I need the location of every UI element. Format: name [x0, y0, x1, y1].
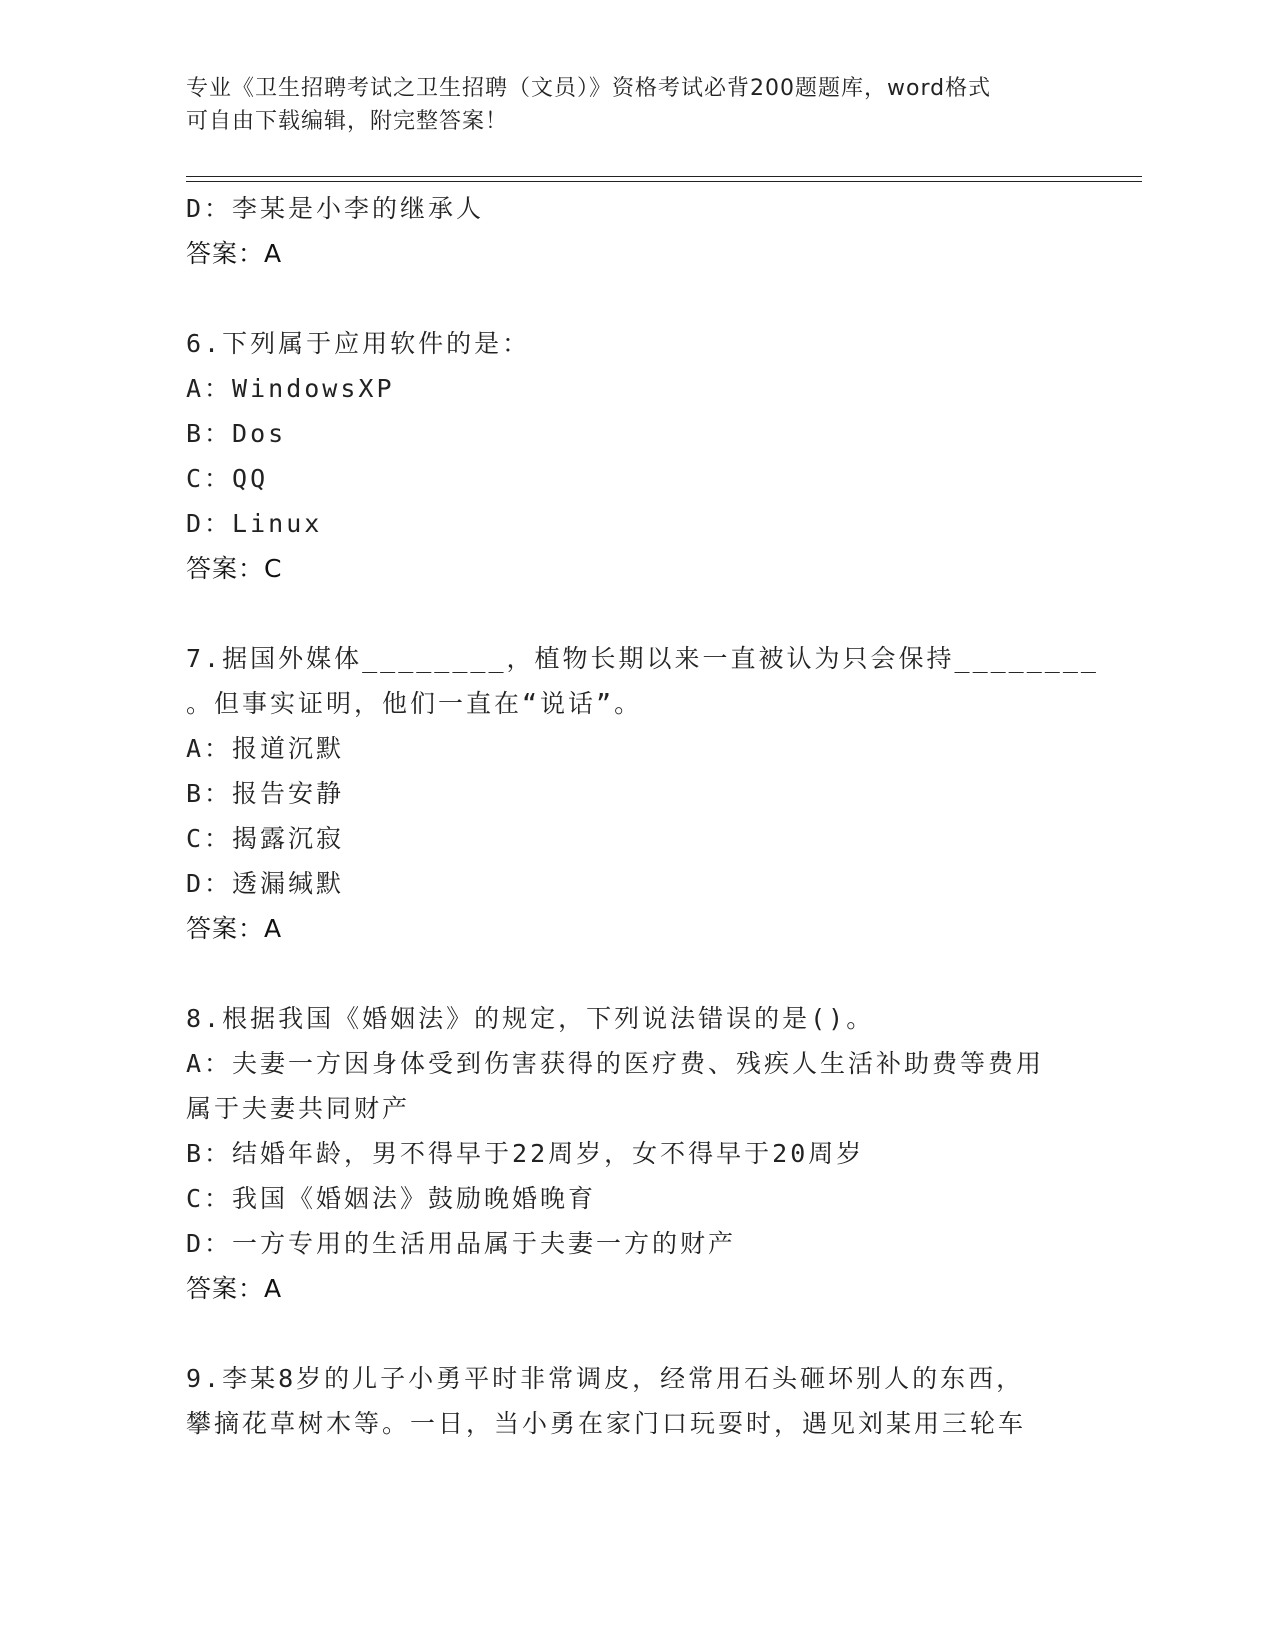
header-divider-bottom: [186, 181, 1142, 182]
option-c: C：我国《婚姻法》鼓励晚婚晚育: [186, 1184, 597, 1213]
question-5-continued: [186, 186, 1076, 276]
answer-label: 答案：A: [186, 239, 283, 268]
answer-label: 答案：A: [186, 914, 283, 943]
option-d: D：李某是小李的继承人: [186, 194, 485, 223]
option-c: C：揭露沉寂: [186, 824, 345, 853]
spacer: [186, 591, 1076, 636]
question-content: [186, 186, 1099, 1446]
question-stem-line-1: 7.据国外媒体________，植物长期以来一直被认为只会保持________: [186, 644, 1099, 673]
option-c: C：QQ: [186, 464, 269, 493]
option-a-line-2: 属于夫妻共同财产: [186, 1094, 411, 1123]
document-header: [186, 72, 1086, 138]
option-d: D：Linux: [186, 509, 323, 538]
question-stem: 8.根据我国《婚姻法》的规定，下列说法错误的是()。: [186, 1004, 875, 1033]
option-d: D：一方专用的生活用品属于夫妻一方的财产: [186, 1229, 737, 1258]
answer-label: 答案：C: [186, 554, 283, 583]
question-6: [186, 321, 1076, 591]
question-stem-line-2: 。但事实证明，他们一直在“说话”。: [186, 689, 643, 718]
spacer: [186, 1311, 1076, 1356]
question-8: [186, 996, 1076, 1311]
option-a: A：报道沉默: [186, 734, 345, 763]
question-stem: 6.下列属于应用软件的是：: [186, 329, 531, 358]
option-b: B：报告安静: [186, 779, 345, 808]
option-d: D：透漏缄默: [186, 869, 345, 898]
question-7: [186, 636, 1099, 951]
question-9: [186, 1356, 1076, 1446]
option-b: B：Dos: [186, 419, 287, 448]
option-a: A：WindowsXP: [186, 374, 395, 403]
header-title-line-1: 专业《卫生招聘考试之卫生招聘（文员）》资格考试必背200题题库，word格式: [186, 76, 992, 101]
option-a-line-1: A：夫妻一方因身体受到伤害获得的医疗费、残疾人生活补助费等费用: [186, 1049, 1045, 1078]
option-b: B：结婚年龄，男不得早于22周岁，女不得早于20周岁: [186, 1139, 865, 1168]
spacer: [186, 951, 1076, 996]
spacer: [186, 276, 1076, 321]
header-divider-top: [186, 176, 1142, 177]
question-stem-line-1: 9.李某8岁的儿子小勇平时非常调皮，经常用石头砸坏别人的东西，: [186, 1364, 1025, 1393]
answer-label: 答案：A: [186, 1274, 283, 1303]
question-stem-line-2: 攀摘花草树木等。一日，当小勇在家门口玩耍时，遇见刘某用三轮车: [186, 1409, 1027, 1438]
header-title-line-2: 可自由下载编辑，附完整答案！: [186, 109, 509, 134]
